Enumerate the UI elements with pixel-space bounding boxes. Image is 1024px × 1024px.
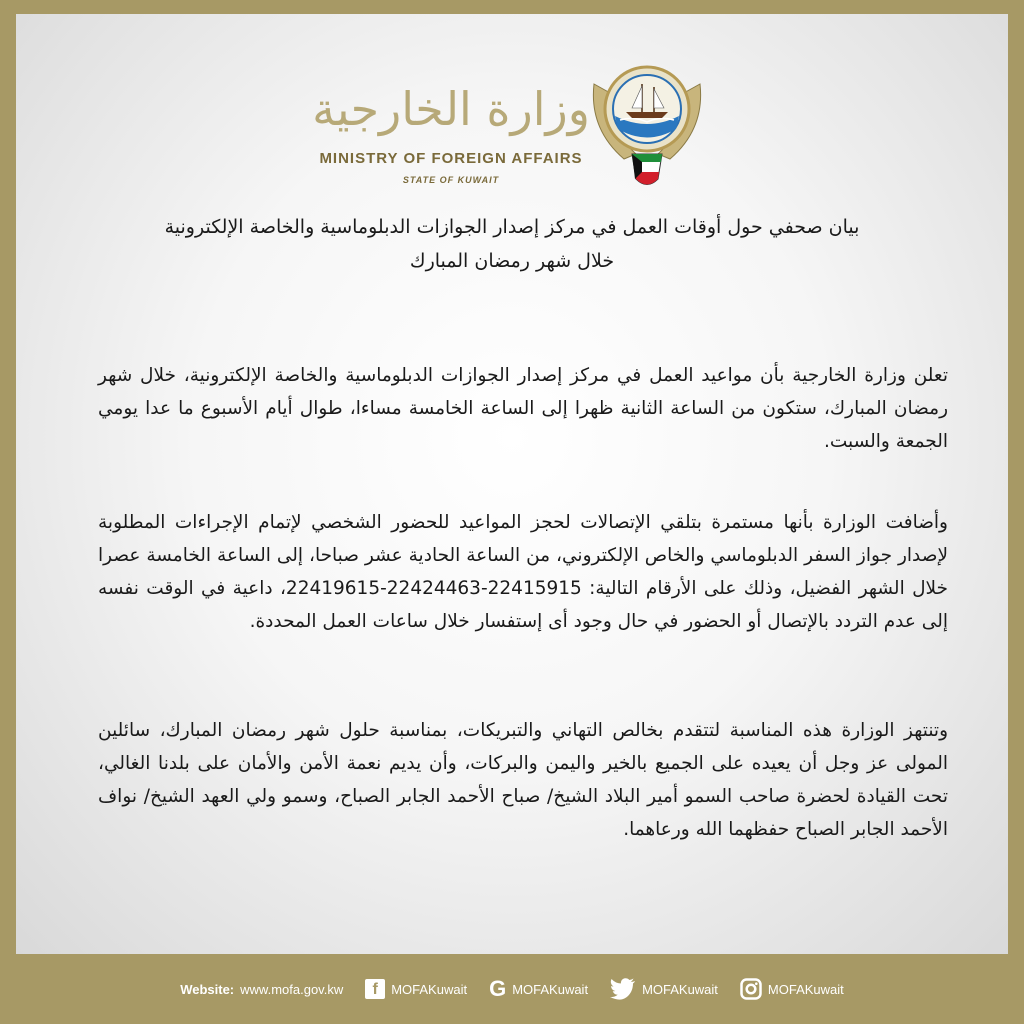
twitter-icon xyxy=(610,978,636,1000)
paragraph-working-hours: تعلن وزارة الخارجية بأن مواعيد العمل في مركز إصدار الجوازات الدبلوماسية والخاصة الإلكترونية، خلال شهر رمضان المبارك، ستكون من الساعة الثانية ظهرا إلى الساعة الخامسة مساءا، طوال أيام الأسبوع ما عدا يومي الجمعة والسبت. xyxy=(98,365,948,452)
instagram-link[interactable] xyxy=(740,978,844,1000)
press-release-title xyxy=(56,210,968,278)
instagram-handle: MOFAKuwait xyxy=(767,981,844,997)
website-url: www.mofa.gov.kw xyxy=(240,981,344,997)
twitter-handle: MOFAKuwait xyxy=(642,981,718,997)
letterhead xyxy=(16,54,1008,204)
ministry-name-english: MINISTRY OF FOREIGN AFFAIRS xyxy=(319,150,583,167)
google-icon: G xyxy=(489,976,507,1001)
ministry-wordmark xyxy=(306,74,596,204)
social-footer xyxy=(0,954,1024,1024)
kuwait-emblem-icon xyxy=(584,54,710,194)
state-name-english: STATE OF KUWAIT xyxy=(402,175,500,185)
facebook-icon: f xyxy=(365,979,385,999)
paragraph-appointments: وأضافت الوزارة بأنها مستمرة بتلقي الإتصالات لحجز المواعيد للحضور الشخصي لإتمام الإجراءات المطلوبة لإصدار جواز السفر الدبلوماسي والخاص الإلكتروني، من الساعة الحادية عشر صباحا، إلى الساعة الخامسة عصرا خلال الشهر الفضيل، وذلك على الأرقام التالية: 22415915-22424463-22419615، داعية في الوقت نفسه إلى عدم التردد بالإتصال أو الحضور في حال وجود أى إستفسار خلال ساعات العمل المحددة. xyxy=(98,512,948,632)
press-release-card xyxy=(16,14,1008,954)
instagram-icon xyxy=(740,978,762,1000)
google-handle: MOFAKuwait xyxy=(512,981,589,997)
paragraph-greetings: وتنتهز الوزارة هذه المناسبة لتتقدم بخالص التهاني والتبريكات، بمناسبة حلول شهر رمضان المبارك، سائلين المولى عز وجل أن يعيده على الجميع بالخير واليمن والبركات، وأن يديم نعمة الأمن والأمان على بلدنا الغالي، تحت القيادة لحضرة صاحب السمو أمير البلاد الشيخ/ صباح الأحمد الجابر الصباح، وسمو ولي العهد الشيخ/ نواف الأحمد الجابر الصباح حفظهما الله ورعاهما. xyxy=(98,720,948,840)
website-link[interactable] xyxy=(180,982,343,997)
twitter-link[interactable] xyxy=(610,978,718,1000)
facebook-handle: MOFAKuwait xyxy=(391,981,468,997)
facebook-link[interactable] xyxy=(365,979,467,999)
title-line-1: بيان صحفي حول أوقات العمل في مركز إصدار الجوازات الدبلوماسية والخاصة الإلكترونية xyxy=(164,216,860,238)
google-link[interactable] xyxy=(489,976,588,1002)
website-label: Website: xyxy=(180,981,235,997)
ministry-logo-arabic: وزارة الخارجية xyxy=(312,82,590,136)
title-line-2: خلال شهر رمضان المبارك xyxy=(409,250,615,272)
